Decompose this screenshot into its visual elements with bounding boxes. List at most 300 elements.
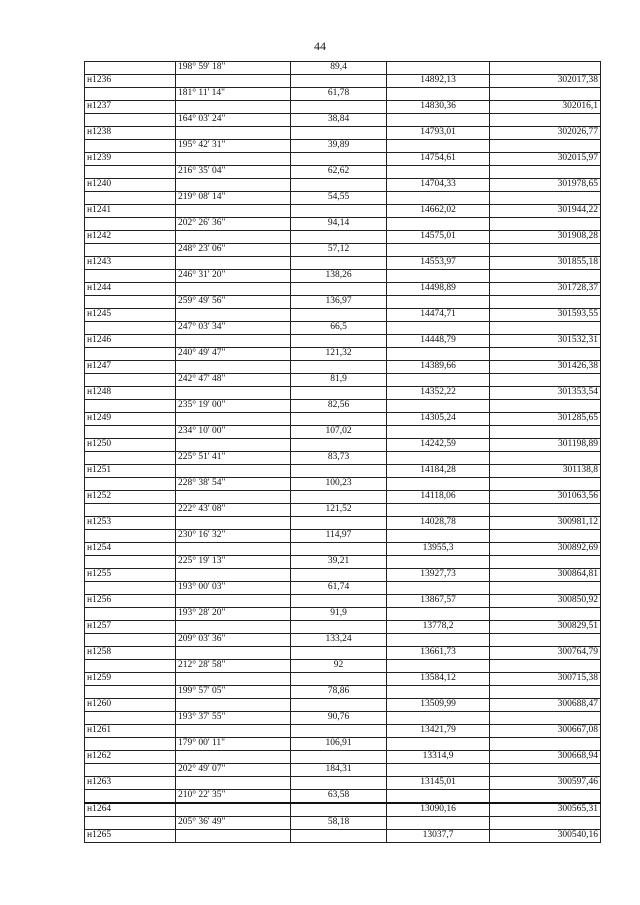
distance-cell xyxy=(291,830,387,843)
x-coordinate-cell: 13778,2 xyxy=(387,621,490,634)
y-coordinate-cell xyxy=(490,88,601,101)
table-row-point xyxy=(85,465,601,478)
x-coordinate-cell xyxy=(387,348,490,361)
table-row-point xyxy=(85,283,601,296)
x-coordinate-cell: 14305,24 xyxy=(387,413,490,426)
y-coordinate-cell: 301198,89 xyxy=(490,439,601,452)
y-coordinate-cell xyxy=(490,556,601,569)
distance-cell xyxy=(291,283,387,296)
distance-cell: 81,9 xyxy=(291,374,387,387)
table-row-segment xyxy=(85,764,601,777)
distance-cell: 61,74 xyxy=(291,582,387,595)
distance-cell xyxy=(291,465,387,478)
angle-cell: 179° 00' 11" xyxy=(176,738,291,751)
distance-cell: 114,97 xyxy=(291,530,387,543)
distance-cell: 184,31 xyxy=(291,764,387,777)
distance-cell: 121,52 xyxy=(291,504,387,517)
x-coordinate-cell: 13661,73 xyxy=(387,647,490,660)
y-coordinate-cell: 301426,38 xyxy=(490,361,601,374)
angle-cell: 225° 19' 13" xyxy=(176,556,291,569)
angle-cell xyxy=(176,491,291,504)
table-row-segment xyxy=(85,192,601,205)
table-row-segment xyxy=(85,322,601,335)
table-row-segment xyxy=(85,88,601,101)
angle-cell: 225° 51' 41" xyxy=(176,452,291,465)
angle-cell xyxy=(176,283,291,296)
x-coordinate-cell xyxy=(387,504,490,517)
y-coordinate-cell: 302026,77 xyxy=(490,127,601,140)
point-name-cell: н1243 xyxy=(85,257,176,270)
x-coordinate-cell: 14118,06 xyxy=(387,491,490,504)
table-row-segment xyxy=(85,400,601,413)
distance-cell: 38,84 xyxy=(291,114,387,127)
distance-cell xyxy=(291,543,387,556)
x-coordinate-cell xyxy=(387,738,490,751)
angle-cell: 202° 49' 07" xyxy=(176,764,291,777)
table-row-segment xyxy=(85,738,601,751)
distance-cell: 100,23 xyxy=(291,478,387,491)
angle-cell: 193° 37' 55" xyxy=(176,712,291,725)
x-coordinate-cell: 14892,13 xyxy=(387,75,490,88)
point-name-cell: н1241 xyxy=(85,205,176,218)
y-coordinate-cell xyxy=(490,478,601,491)
table-row-segment xyxy=(85,634,601,647)
x-coordinate-cell: 14553,97 xyxy=(387,257,490,270)
x-coordinate-cell: 14184,28 xyxy=(387,465,490,478)
table-row-point xyxy=(85,751,601,764)
angle-cell: 222° 43' 08" xyxy=(176,504,291,517)
point-name-cell xyxy=(85,374,176,387)
table-row-point xyxy=(85,205,601,218)
table-row-point xyxy=(85,127,601,140)
angle-cell: 230° 16' 32" xyxy=(176,530,291,543)
angle-cell xyxy=(176,647,291,660)
table-row-point xyxy=(85,803,601,817)
angle-cell xyxy=(176,335,291,348)
distance-cell xyxy=(291,751,387,764)
y-coordinate-cell xyxy=(490,452,601,465)
angle-cell xyxy=(176,309,291,322)
distance-cell xyxy=(291,257,387,270)
y-coordinate-cell xyxy=(490,426,601,439)
table-row-point xyxy=(85,231,601,244)
y-coordinate-cell xyxy=(490,270,601,283)
point-name-cell: н1252 xyxy=(85,491,176,504)
table-row-point xyxy=(85,309,601,322)
x-coordinate-cell xyxy=(387,712,490,725)
y-coordinate-cell: 302015,97 xyxy=(490,153,601,166)
angle-cell xyxy=(176,803,291,817)
angle-cell xyxy=(176,777,291,790)
distance-cell xyxy=(291,309,387,322)
angle-cell xyxy=(176,361,291,374)
point-name-cell xyxy=(85,504,176,517)
point-name-cell: н1245 xyxy=(85,309,176,322)
table-row-point xyxy=(85,361,601,374)
distance-cell: 90,76 xyxy=(291,712,387,725)
x-coordinate-cell: 13927,73 xyxy=(387,569,490,582)
distance-cell: 136,97 xyxy=(291,296,387,309)
table-row-point xyxy=(85,153,601,166)
angle-cell: 219° 08' 14" xyxy=(176,192,291,205)
angle-cell: 228° 38' 54" xyxy=(176,478,291,491)
point-name-cell: н1238 xyxy=(85,127,176,140)
y-coordinate-cell xyxy=(490,62,601,75)
distance-cell xyxy=(291,75,387,88)
angle-cell xyxy=(176,621,291,634)
x-coordinate-cell xyxy=(387,790,490,804)
x-coordinate-cell xyxy=(387,608,490,621)
point-name-cell: н1239 xyxy=(85,153,176,166)
y-coordinate-cell: 300715,38 xyxy=(490,673,601,686)
angle-cell xyxy=(176,465,291,478)
distance-cell xyxy=(291,439,387,452)
x-coordinate-cell: 13509,99 xyxy=(387,699,490,712)
x-coordinate-cell xyxy=(387,660,490,673)
point-name-cell xyxy=(85,556,176,569)
point-name-cell xyxy=(85,270,176,283)
point-name-cell xyxy=(85,817,176,830)
point-name-cell: н1254 xyxy=(85,543,176,556)
point-name-cell: н1260 xyxy=(85,699,176,712)
y-coordinate-cell xyxy=(490,764,601,777)
table-row-segment xyxy=(85,270,601,283)
point-name-cell: н1265 xyxy=(85,830,176,843)
distance-cell: 39,89 xyxy=(291,140,387,153)
point-name-cell xyxy=(85,322,176,335)
y-coordinate-cell: 300540,16 xyxy=(490,830,601,843)
x-coordinate-cell: 13090,16 xyxy=(387,803,490,817)
y-coordinate-cell: 300667,08 xyxy=(490,725,601,738)
distance-cell xyxy=(291,101,387,114)
y-coordinate-cell xyxy=(490,166,601,179)
distance-cell xyxy=(291,127,387,140)
y-coordinate-cell xyxy=(490,218,601,231)
distance-cell: 83,73 xyxy=(291,452,387,465)
table-row-point xyxy=(85,777,601,790)
x-coordinate-cell: 13421,79 xyxy=(387,725,490,738)
x-coordinate-cell: 13867,57 xyxy=(387,595,490,608)
x-coordinate-cell xyxy=(387,270,490,283)
table-row-point xyxy=(85,413,601,426)
coordinates-table xyxy=(84,61,601,843)
point-name-cell xyxy=(85,244,176,257)
y-coordinate-cell: 300981,12 xyxy=(490,517,601,530)
angle-cell: 193° 28' 20" xyxy=(176,608,291,621)
point-name-cell: н1242 xyxy=(85,231,176,244)
point-name-cell xyxy=(85,88,176,101)
y-coordinate-cell: 301908,28 xyxy=(490,231,601,244)
angle-cell xyxy=(176,257,291,270)
point-name-cell xyxy=(85,582,176,595)
x-coordinate-cell: 14352,22 xyxy=(387,387,490,400)
point-name-cell: н1251 xyxy=(85,465,176,478)
y-coordinate-cell: 300565,31 xyxy=(490,803,601,817)
table-row-point xyxy=(85,543,601,556)
y-coordinate-cell xyxy=(490,790,601,804)
y-coordinate-cell xyxy=(490,530,601,543)
point-name-cell xyxy=(85,764,176,777)
table-row-segment xyxy=(85,166,601,179)
x-coordinate-cell xyxy=(387,374,490,387)
point-name-cell: н1258 xyxy=(85,647,176,660)
point-name-cell xyxy=(85,738,176,751)
distance-cell xyxy=(291,231,387,244)
table-row-segment xyxy=(85,660,601,673)
y-coordinate-cell xyxy=(490,504,601,517)
y-coordinate-cell xyxy=(490,582,601,595)
x-coordinate-cell xyxy=(387,244,490,257)
x-coordinate-cell xyxy=(387,764,490,777)
distance-cell xyxy=(291,361,387,374)
x-coordinate-cell xyxy=(387,218,490,231)
distance-cell xyxy=(291,335,387,348)
x-coordinate-cell: 13314,9 xyxy=(387,751,490,764)
distance-cell: 133,24 xyxy=(291,634,387,647)
distance-cell: 78,86 xyxy=(291,686,387,699)
angle-cell xyxy=(176,413,291,426)
distance-cell: 57,12 xyxy=(291,244,387,257)
point-name-cell xyxy=(85,426,176,439)
y-coordinate-cell: 300597,46 xyxy=(490,777,601,790)
x-coordinate-cell: 14242,59 xyxy=(387,439,490,452)
distance-cell xyxy=(291,413,387,426)
table-row-segment xyxy=(85,582,601,595)
x-coordinate-cell xyxy=(387,426,490,439)
table-row-point xyxy=(85,491,601,504)
y-coordinate-cell: 301944,22 xyxy=(490,205,601,218)
point-name-cell: н1250 xyxy=(85,439,176,452)
table-row-segment xyxy=(85,426,601,439)
point-name-cell xyxy=(85,62,176,75)
point-name-cell: н1249 xyxy=(85,413,176,426)
distance-cell: 62,62 xyxy=(291,166,387,179)
angle-cell xyxy=(176,101,291,114)
angle-cell xyxy=(176,439,291,452)
angle-cell xyxy=(176,517,291,530)
point-name-cell xyxy=(85,348,176,361)
table-row-segment xyxy=(85,62,601,75)
x-coordinate-cell: 14575,01 xyxy=(387,231,490,244)
table-row-segment xyxy=(85,478,601,491)
y-coordinate-cell: 300892,69 xyxy=(490,543,601,556)
angle-cell xyxy=(176,127,291,140)
coordinates-table-body xyxy=(85,62,601,843)
x-coordinate-cell: 13584,12 xyxy=(387,673,490,686)
distance-cell: 63,58 xyxy=(291,790,387,804)
y-coordinate-cell: 302016,1 xyxy=(490,101,601,114)
angle-cell: 198° 59' 18" xyxy=(176,62,291,75)
angle-cell: 181° 11' 14" xyxy=(176,88,291,101)
angle-cell: 210° 22' 35" xyxy=(176,790,291,804)
distance-cell: 82,56 xyxy=(291,400,387,413)
y-coordinate-cell xyxy=(490,660,601,673)
x-coordinate-cell xyxy=(387,530,490,543)
angle-cell xyxy=(176,830,291,843)
point-name-cell: н1237 xyxy=(85,101,176,114)
distance-cell xyxy=(291,595,387,608)
distance-cell: 61,78 xyxy=(291,88,387,101)
y-coordinate-cell: 300764,79 xyxy=(490,647,601,660)
distance-cell xyxy=(291,647,387,660)
x-coordinate-cell: 14830,36 xyxy=(387,101,490,114)
angle-cell: 205° 36' 49" xyxy=(176,817,291,830)
table-row-point xyxy=(85,101,601,114)
table-row-point xyxy=(85,647,601,660)
distance-cell: 92 xyxy=(291,660,387,673)
angle-cell: 246° 31' 20" xyxy=(176,270,291,283)
angle-cell: 259° 49' 56" xyxy=(176,296,291,309)
point-name-cell xyxy=(85,218,176,231)
table-row-segment xyxy=(85,348,601,361)
x-coordinate-cell: 14028,78 xyxy=(387,517,490,530)
point-name-cell xyxy=(85,790,176,804)
y-coordinate-cell xyxy=(490,634,601,647)
distance-cell: 138,26 xyxy=(291,270,387,283)
y-coordinate-cell: 301532,31 xyxy=(490,335,601,348)
distance-cell xyxy=(291,205,387,218)
table-row-point xyxy=(85,75,601,88)
table-row-point xyxy=(85,569,601,582)
point-name-cell xyxy=(85,114,176,127)
y-coordinate-cell xyxy=(490,712,601,725)
angle-cell: 209° 03' 36" xyxy=(176,634,291,647)
point-name-cell xyxy=(85,478,176,491)
point-name-cell xyxy=(85,686,176,699)
point-name-cell xyxy=(85,192,176,205)
angle-cell xyxy=(176,231,291,244)
point-name-cell: н1244 xyxy=(85,283,176,296)
distance-cell: 94,14 xyxy=(291,218,387,231)
table-row-segment xyxy=(85,712,601,725)
x-coordinate-cell: 13037,7 xyxy=(387,830,490,843)
x-coordinate-cell xyxy=(387,140,490,153)
y-coordinate-cell xyxy=(490,608,601,621)
y-coordinate-cell xyxy=(490,140,601,153)
distance-cell xyxy=(291,621,387,634)
point-name-cell xyxy=(85,296,176,309)
x-coordinate-cell xyxy=(387,114,490,127)
table-row-point xyxy=(85,257,601,270)
point-name-cell: н1255 xyxy=(85,569,176,582)
distance-cell xyxy=(291,803,387,817)
angle-cell: 164° 03' 24" xyxy=(176,114,291,127)
x-coordinate-cell: 14754,61 xyxy=(387,153,490,166)
point-name-cell: н1246 xyxy=(85,335,176,348)
x-coordinate-cell xyxy=(387,192,490,205)
distance-cell: 54,55 xyxy=(291,192,387,205)
y-coordinate-cell: 301978,65 xyxy=(490,179,601,192)
angle-cell: 234° 10' 00" xyxy=(176,426,291,439)
point-name-cell: н1240 xyxy=(85,179,176,192)
point-name-cell: н1257 xyxy=(85,621,176,634)
table-row-point xyxy=(85,517,601,530)
point-name-cell: н1259 xyxy=(85,673,176,686)
distance-cell: 91,9 xyxy=(291,608,387,621)
table-row-point xyxy=(85,387,601,400)
table-row-segment xyxy=(85,218,601,231)
table-row-segment xyxy=(85,530,601,543)
y-coordinate-cell xyxy=(490,192,601,205)
table-row-point xyxy=(85,595,601,608)
angle-cell xyxy=(176,673,291,686)
point-name-cell: н1256 xyxy=(85,595,176,608)
point-name-cell xyxy=(85,608,176,621)
y-coordinate-cell xyxy=(490,817,601,830)
distance-cell xyxy=(291,673,387,686)
angle-cell: 247° 03' 34" xyxy=(176,322,291,335)
distance-cell: 58,18 xyxy=(291,817,387,830)
angle-cell: 248° 23' 06" xyxy=(176,244,291,257)
angle-cell xyxy=(176,75,291,88)
x-coordinate-cell xyxy=(387,582,490,595)
y-coordinate-cell: 301285,65 xyxy=(490,413,601,426)
point-name-cell xyxy=(85,712,176,725)
x-coordinate-cell xyxy=(387,296,490,309)
x-coordinate-cell: 14389,66 xyxy=(387,361,490,374)
angle-cell xyxy=(176,595,291,608)
angle-cell: 240° 49' 47" xyxy=(176,348,291,361)
distance-cell xyxy=(291,699,387,712)
angle-cell xyxy=(176,751,291,764)
x-coordinate-cell: 14793,01 xyxy=(387,127,490,140)
point-name-cell xyxy=(85,452,176,465)
table-row-segment xyxy=(85,790,601,804)
point-name-cell xyxy=(85,166,176,179)
table-row-segment xyxy=(85,244,601,257)
table-row-point xyxy=(85,179,601,192)
table-row-segment xyxy=(85,556,601,569)
distance-cell xyxy=(291,387,387,400)
angle-cell: 212° 28' 58" xyxy=(176,660,291,673)
distance-cell: 39,21 xyxy=(291,556,387,569)
x-coordinate-cell: 13145,01 xyxy=(387,777,490,790)
angle-cell xyxy=(176,179,291,192)
x-coordinate-cell: 14498,89 xyxy=(387,283,490,296)
table-row-segment xyxy=(85,296,601,309)
table-row-segment xyxy=(85,686,601,699)
table-row-point xyxy=(85,699,601,712)
angle-cell xyxy=(176,699,291,712)
distance-cell xyxy=(291,491,387,504)
y-coordinate-cell xyxy=(490,114,601,127)
angle-cell xyxy=(176,569,291,582)
x-coordinate-cell xyxy=(387,166,490,179)
table-row-point xyxy=(85,830,601,843)
x-coordinate-cell xyxy=(387,634,490,647)
y-coordinate-cell xyxy=(490,374,601,387)
point-name-cell: н1247 xyxy=(85,361,176,374)
x-coordinate-cell xyxy=(387,478,490,491)
table-row-segment xyxy=(85,140,601,153)
y-coordinate-cell: 300864,81 xyxy=(490,569,601,582)
point-name-cell: н1264 xyxy=(85,803,176,817)
point-name-cell: н1261 xyxy=(85,725,176,738)
angle-cell xyxy=(176,205,291,218)
y-coordinate-cell xyxy=(490,686,601,699)
angle-cell xyxy=(176,387,291,400)
y-coordinate-cell: 300688,47 xyxy=(490,699,601,712)
angle-cell: 193° 00' 03" xyxy=(176,582,291,595)
point-name-cell: н1248 xyxy=(85,387,176,400)
y-coordinate-cell: 300850,92 xyxy=(490,595,601,608)
x-coordinate-cell: 14704,33 xyxy=(387,179,490,192)
x-coordinate-cell xyxy=(387,817,490,830)
x-coordinate-cell xyxy=(387,322,490,335)
angle-cell: 216° 35' 04" xyxy=(176,166,291,179)
y-coordinate-cell: 300668,94 xyxy=(490,751,601,764)
y-coordinate-cell: 301138,8 xyxy=(490,465,601,478)
